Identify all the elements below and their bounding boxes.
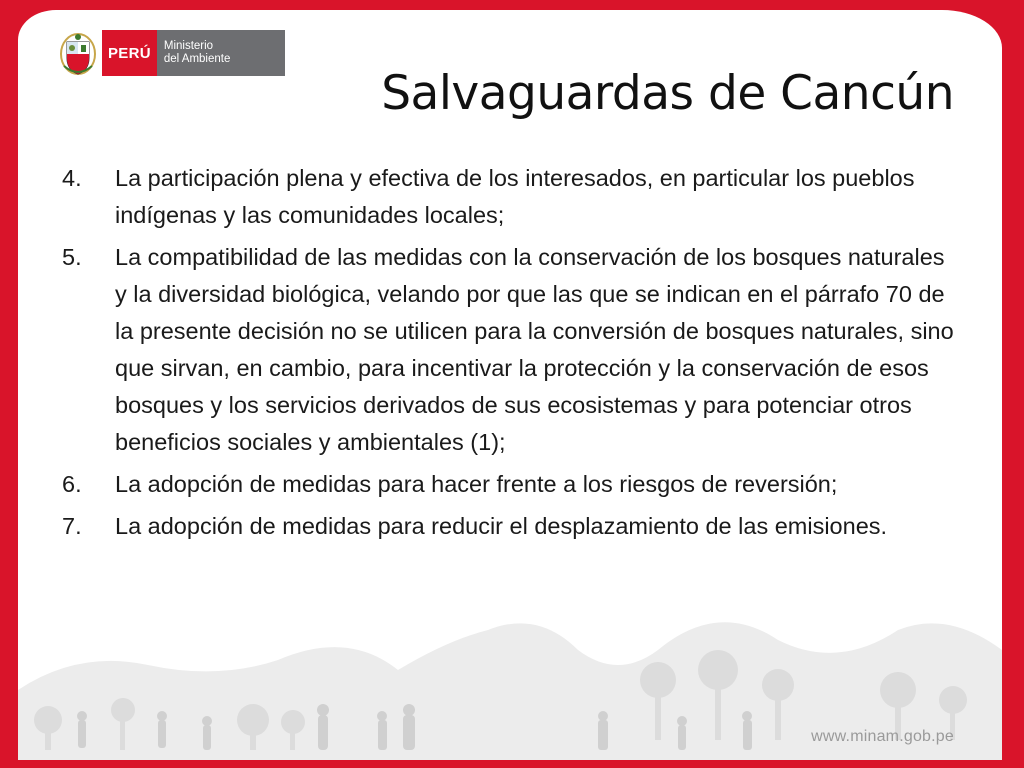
coat-of-arms-icon [58,28,98,78]
ministry-logo [58,28,285,78]
item-number: 7. [62,513,82,539]
item-text: La compatibilidad de las medidas con la conservación de los bosques naturales y la diversidad biológica, velando por que las que se indican en el párrafo 70 de la presente decisión no se utilicen para la conversión de bosques naturales, sino que sirvan, en cambio, para incentivar la protección y la conservación de esos bosques y los servicios derivados de sus ecosistemas y para potenciar otros beneficios sociales y ambientales (1); [115,244,954,455]
list-item [62,466,962,503]
item-number: 6. [62,471,82,497]
slide-title: Salvaguardas de Cancún [381,66,954,121]
ministry-name [157,30,286,76]
list-item [62,239,962,461]
item-number: 5. [62,244,82,270]
list-item [62,160,962,234]
list-item [62,508,962,545]
item-text: La participación plena y efectiva de los interesados, en particular los pueblos indígenas y las comunidades locales; [115,165,915,228]
item-number: 4. [62,165,82,191]
country-label: PERÚ [102,30,157,76]
slide-card [18,10,1002,760]
safeguards-list [62,160,962,550]
ministry-line-2: del Ambiente [163,53,231,65]
website-url: www.minam.gob.pe [811,728,954,745]
item-text: La adopción de medidas para reducir el desplazamiento de las emisiones. [115,513,888,539]
item-text: La adopción de medidas para hacer frente a los riesgos de reversión; [115,471,838,497]
ministry-line-1: Ministerio [163,40,214,52]
